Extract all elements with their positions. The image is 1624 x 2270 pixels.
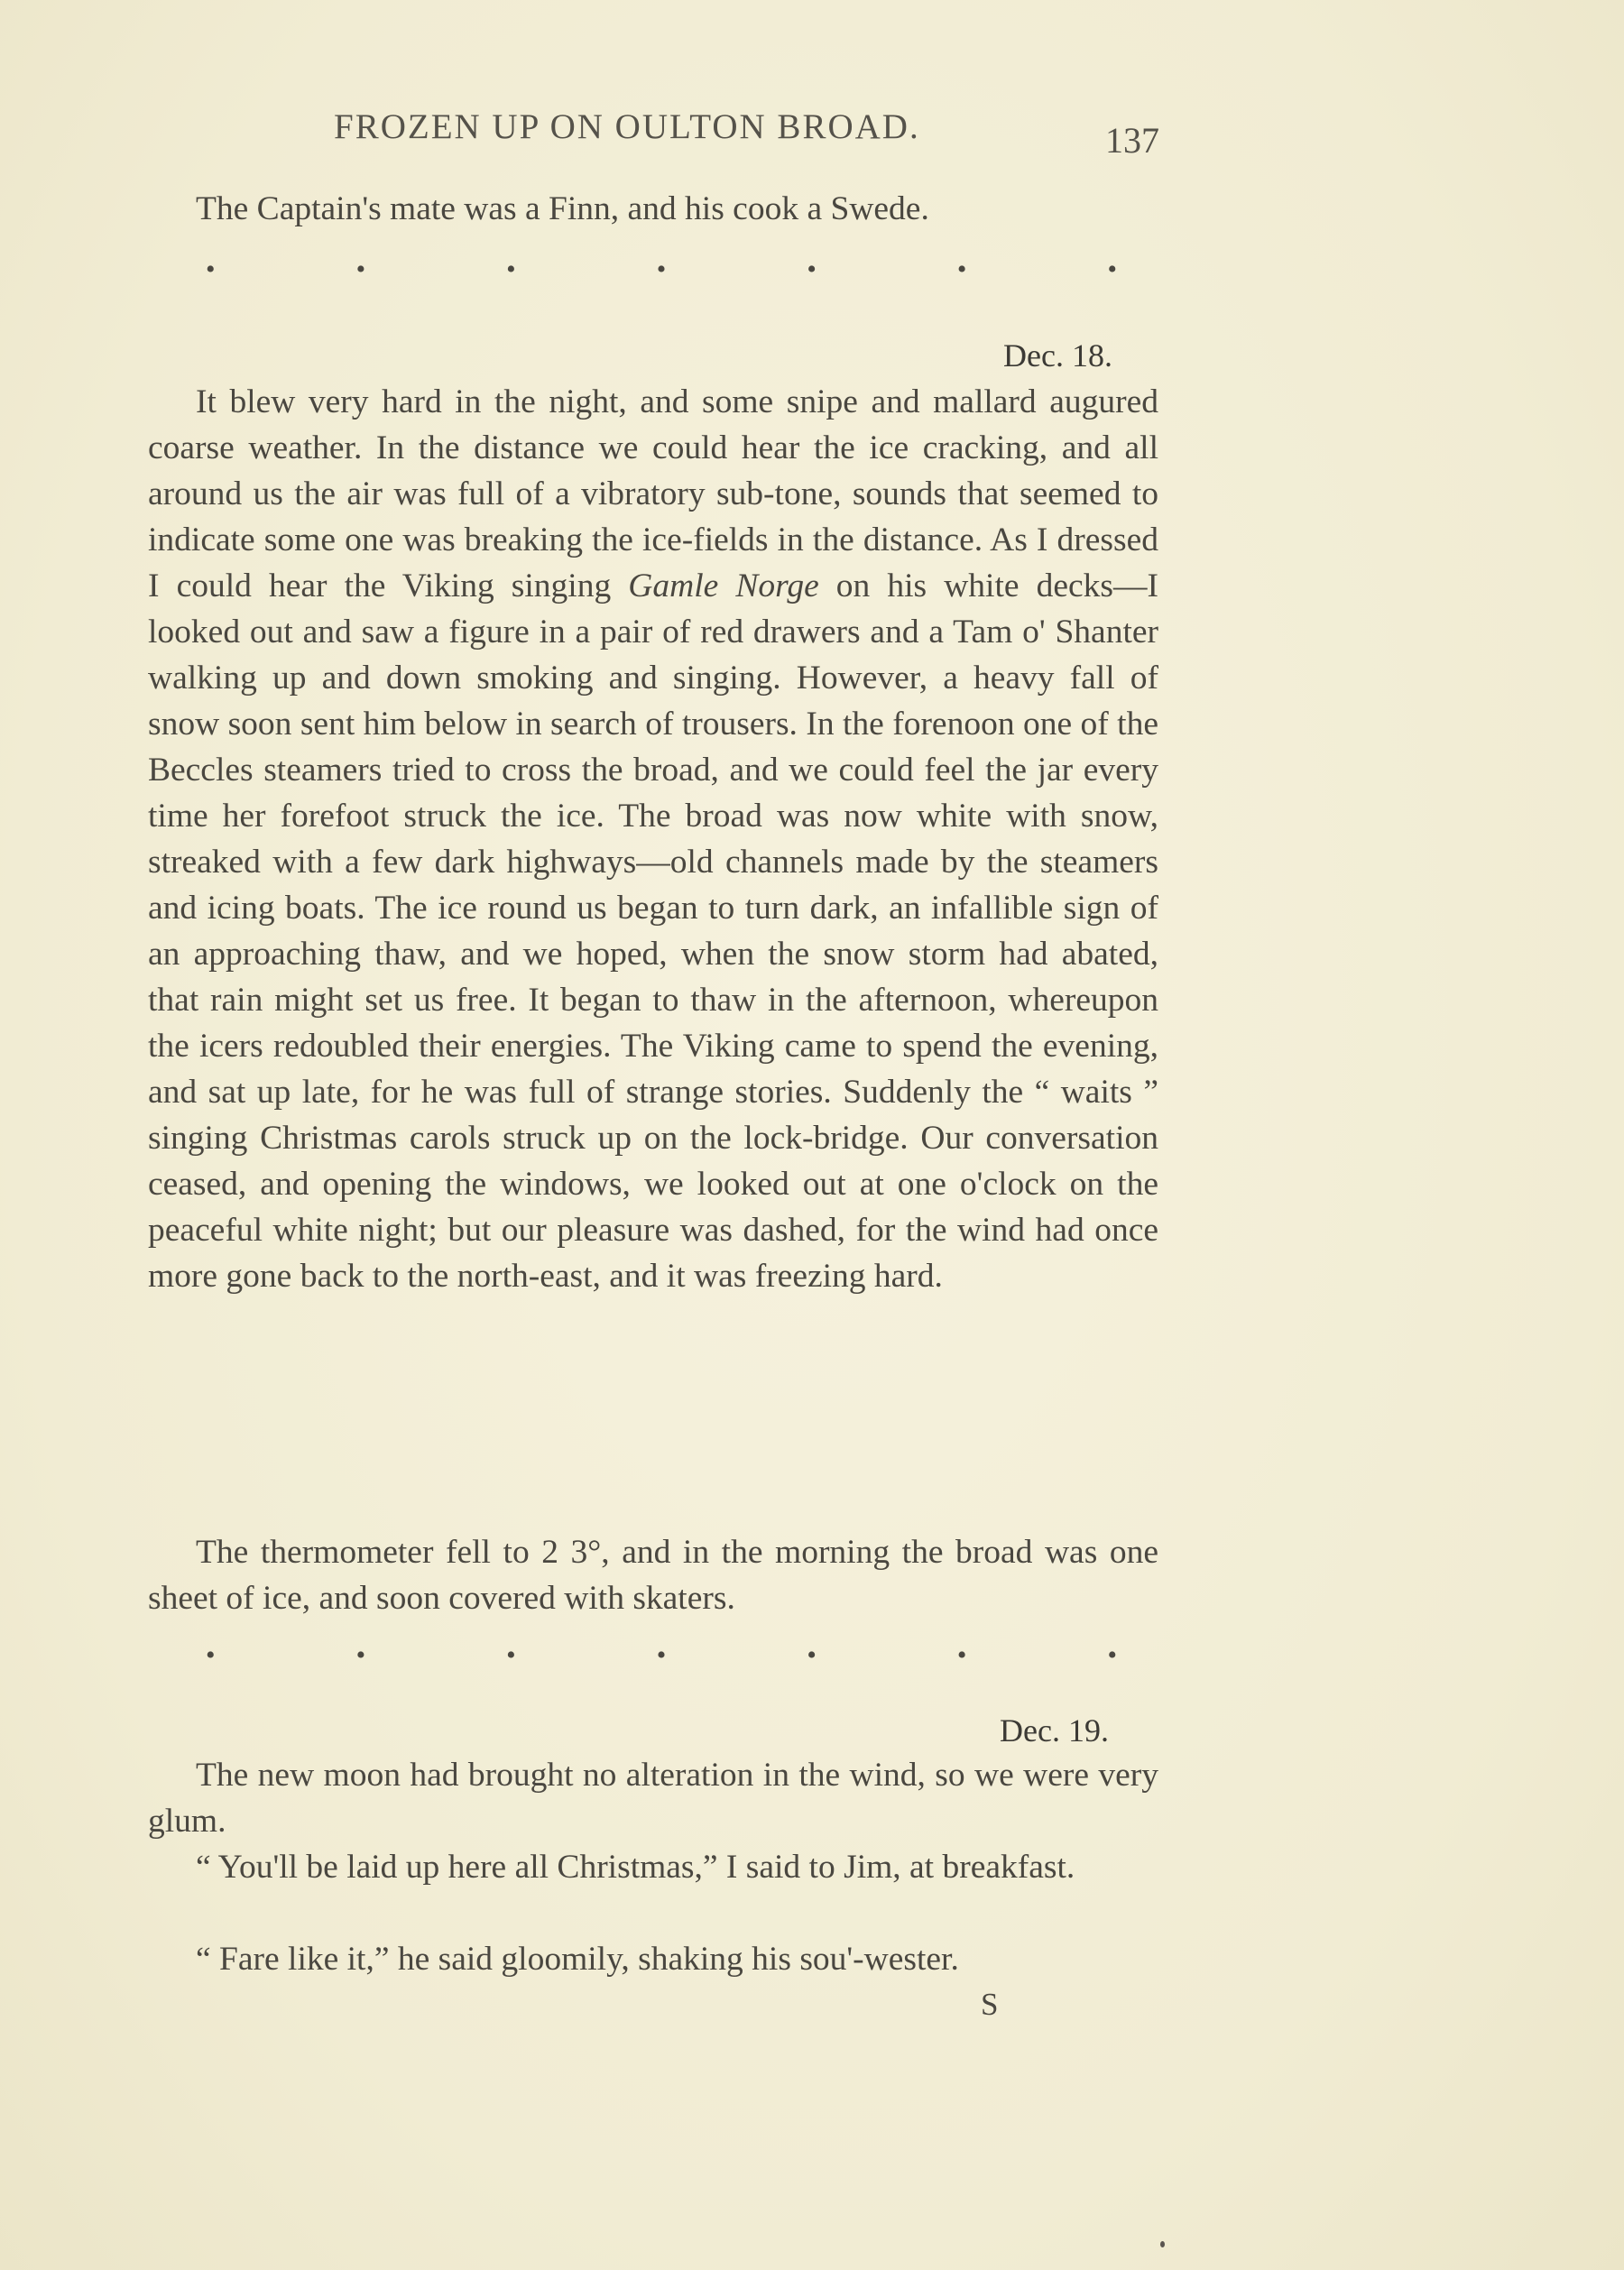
entry-dec19-paragraph-3 bbox=[148, 1936, 1158, 1982]
dot: • bbox=[506, 1640, 516, 1670]
dot: • bbox=[506, 254, 516, 284]
ellipsis-row-1 bbox=[206, 254, 1117, 285]
dot: • bbox=[1107, 1640, 1117, 1670]
date-heading-dec19: Dec. 19. bbox=[1000, 1712, 1109, 1749]
signature-mark: S bbox=[981, 1987, 999, 2022]
date-heading-dec18: Dec. 18. bbox=[1003, 337, 1112, 374]
running-header: FROZEN UP ON OULTON BROAD. bbox=[334, 107, 920, 146]
paper-speck bbox=[1160, 2241, 1165, 2247]
ellipsis-row-2 bbox=[206, 1640, 1117, 1671]
paragraph-text: The Captain's mate was a Finn, and his cook a Swede. bbox=[196, 190, 929, 227]
paragraph-text: “ Fare like it,” he said gloomily, shaking his sou'-wester. bbox=[196, 1941, 959, 1978]
dot: • bbox=[807, 1640, 817, 1670]
dot: • bbox=[656, 254, 667, 284]
paragraph-text: The thermometer fell to 2 3°, and in the morning the broad was one sheet of ice, and soon covered with skaters. bbox=[148, 1534, 1158, 1617]
entry-dec19-paragraph-2 bbox=[148, 1844, 1158, 1890]
dot: • bbox=[1107, 254, 1117, 284]
entry-dec18-paragraph-2 bbox=[148, 1529, 1158, 1621]
dot: • bbox=[206, 254, 216, 284]
entry-dec18-paragraph-1 bbox=[148, 379, 1158, 1299]
dot: • bbox=[956, 1640, 967, 1670]
dot: • bbox=[656, 1640, 667, 1670]
dot: • bbox=[355, 1640, 366, 1670]
paragraph-text: on his white decks—I looked out and saw a figure in a pair of red drawers and a Tam o' Shanter walking up and down smoking and singing. However, a heavy fall of snow soon sent him below in search of trousers. In the forenoon one of the Beccles steamers tried to cross the broad, and we could feel the jar every time her forefoot struck the ice. The broad was now white with snow, streaked with a few dark highways—old channels made by the steamers and icing boats. The ice round us began to turn dark, an infallible sign of an approaching thaw, and we hoped, when the snow storm had abated, that rain might set us free. It began to thaw in the afternoon, whereupon the icers redoubled their energies. The Viking came to spend the evening, and sat up late, for he was full of strange stories. Suddenly the “ waits ” singing Christmas carols struck up on the lock-bridge. Our conversation ceased, and opening the windows, we looked out at one o'clock on the peaceful white night; but our pleasure was dashed, for the wind had once more gone back to the north-east, and it was freezing hard. bbox=[148, 568, 1158, 1295]
entry-dec19-paragraph-1 bbox=[148, 1752, 1158, 1844]
paragraph-mate bbox=[148, 186, 1158, 232]
dot: • bbox=[956, 254, 967, 284]
dot: • bbox=[807, 254, 817, 284]
dot: • bbox=[355, 254, 366, 284]
page-number: 137 bbox=[1105, 120, 1159, 161]
dot: • bbox=[206, 1640, 216, 1670]
paragraph-text: It blew very hard in the night, and some snipe and mallard augured coarse weather. In the distance we could hear the ice cracking, and all around us the air was full of a vibratory sub-tone, sounds that seemed to indicate some one was breaking the ice-fields in the distance. As I dressed I could hear the Viking singing bbox=[148, 383, 1158, 604]
paragraph-text: The new moon had brought no alteration in the wind, so we were very glum. bbox=[148, 1757, 1158, 1840]
song-title: Gamle Norge bbox=[628, 568, 819, 604]
paragraph-text: “ You'll be laid up here all Christmas,” I said to Jim, at breakfast. bbox=[196, 1849, 1075, 1886]
